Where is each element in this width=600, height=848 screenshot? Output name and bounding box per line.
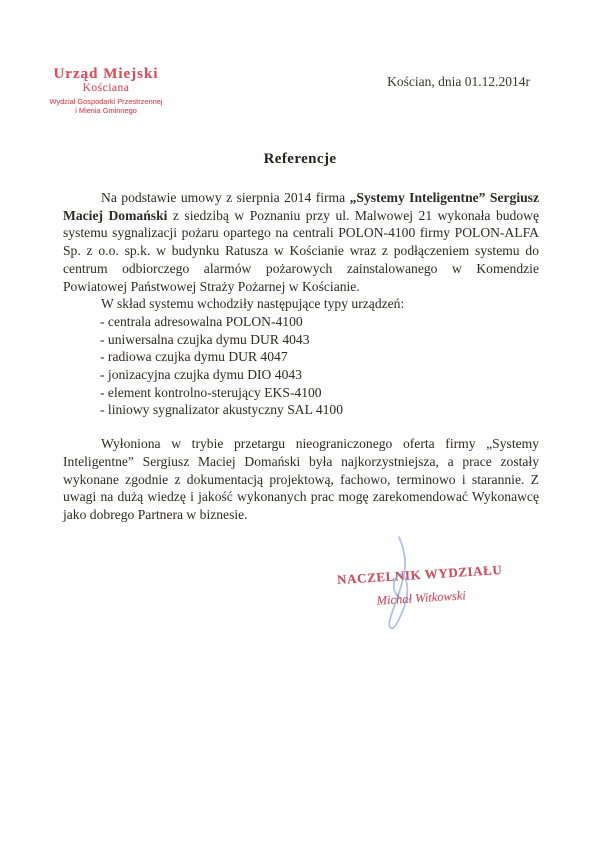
signature-stamp (327, 561, 514, 611)
equipment-item: - uniwersalna czujka dymu DUR 4043 (100, 331, 310, 347)
company-name-bold: „Systemy Inteligentne” Sergiusz Maciej Domański (63, 190, 539, 223)
equipment-item: - element kontrolno-sterujący EKS-4100 (100, 384, 322, 400)
document-body (63, 189, 539, 524)
signature-name: Michał Witkowski (376, 588, 467, 608)
letterhead-stamp (36, 66, 176, 115)
paragraph-agreement-text-end: z siedzibą w Poznaniu przy ul. Malwowej 21 wykonała budowę systemu sygnalizacji pożaru opartego na centrali POLON-4100 firmy POLON-ALFA Sp. z o.o. sp.k. w budynku Ratusza w Kościanie wraz z podłączeniem systemu do centrum odbiorczego alarmów pożarowych zainstalowanego w Komendzie Powiatowej Państwowej Straży Pożarnej w Kościanie. (63, 207, 539, 294)
equipment-item: - liniowy sygnalizator akustyczny SAL 4100 (100, 402, 344, 418)
equipment-item: - radiowa czujka dymu DUR 4047 (100, 349, 288, 365)
letterhead-org-name: Urząd Miejski (53, 66, 159, 82)
date-line: Kościan, dnia 01.12.2014r (387, 74, 530, 89)
equipment-item: - jonizacyjna czujka dymu DIO 4043 (100, 367, 302, 383)
paragraph-agreement (63, 189, 539, 295)
document-title: Referencje (263, 151, 337, 167)
letterhead-department-line1: Wydział Gospodarki Przestrzennej (49, 97, 163, 106)
paragraph-agreement-text-start: Na podstawie umowy z sierpnia 2014 firma (101, 190, 350, 205)
equipment-intro: W skład systemu wchodziły następujące typy urządzeń: (101, 296, 405, 312)
letterhead-city: Kościana (82, 82, 130, 94)
paragraph-recommendation: Wyłoniona w trybie przetargu nieograniczonego oferta firmy „Systemy Inteligentne” Sergiusz Maciej Domański była najkorzystniejsza, a prace zostały wykonane zgodnie z dokumentacją projektową, fachowo, terminowo i starannie. Z uwagi na dużą wiedzę i jakość wykonanych prac mogę zarekomendować Wykonawcę jako dobrego Partnera w biznesie. (63, 436, 539, 522)
equipment-item: - centrala adresowalna POLON-4100 (100, 313, 303, 329)
letterhead-department-line2: i Mienia Gminnego (75, 106, 137, 115)
signature-role: NACZELNIK WYDZIAŁU (336, 561, 503, 588)
equipment-list (63, 313, 539, 419)
